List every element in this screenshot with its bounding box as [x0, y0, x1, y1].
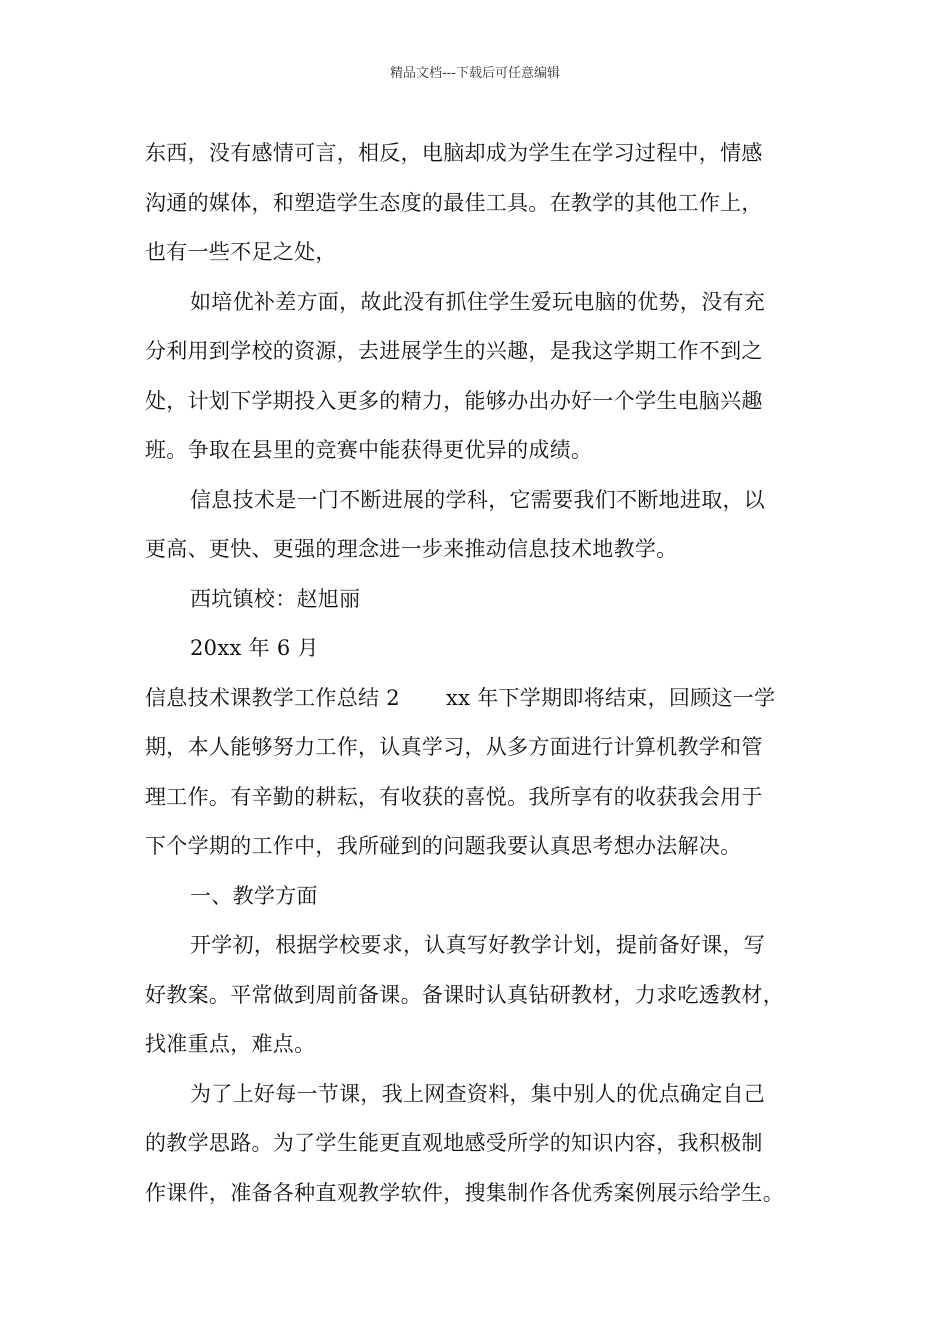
text-line: 也有一些不足之处，	[145, 240, 337, 264]
text-line: 作课件，准备各种直观教学软件，搜集制作各优秀案例展示给学生。	[145, 1180, 784, 1205]
signature-line: 西坑镇校：赵旭丽	[190, 586, 361, 611]
page-header: 精品文档---下载后可任意编辑	[389, 66, 561, 81]
text-line: 好教案。平常做到周前备课。备课时认真钻研教材，力求吃透教材，	[145, 982, 784, 1007]
document-body	[145, 129, 817, 1218]
text-line: 期，本人能够努力工作，认真学习，从多方面进行计算机教学和管	[145, 735, 763, 759]
text-line: 找准重点，难点。	[145, 1032, 316, 1056]
text-line: 如培优补差方面，故此没有抓住学生爱玩电脑的优势，没有充	[190, 289, 766, 314]
text-line: 班。争取在县里的竞赛中能获得更优异的成绩。	[145, 438, 593, 462]
text-line: 处，计划下学期投入更多的精力，能够办出办好一个学生电脑兴趣	[145, 388, 763, 413]
text-line: 开学初，根据学校要求，认真写好教学计划，提前备好课，写	[190, 933, 766, 957]
text-line: 理工作。有辛勤的耕耘，有收获的喜悦。我所享有的收获我会用于	[145, 784, 763, 809]
text-line: 东西，没有感情可言，相反，电脑却成为学生在学习过程中，情感	[145, 141, 763, 165]
text-line: 沟通的媒体，和塑造学生态度的最佳工具。在教学的其他工作上，	[145, 190, 763, 215]
text-line: 的教学思路。为了学生能更直观地感受所学的知识内容，我积极制	[145, 1131, 763, 1155]
section-title: 信息技术课教学工作总结 2	[145, 685, 400, 710]
text-line: 信息技术是一门不断进展的学科，它需要我们不断地进取，以	[190, 487, 766, 512]
text-line: 更高、更快、更强的理念进一步来推动信息技术地教学。	[145, 537, 678, 561]
text-line: xx 年下学期即将结束，回顾这一学	[445, 685, 776, 710]
text-line: 为了上好每一节课，我上网查资料，集中别人的优点确定自己	[190, 1081, 766, 1106]
text-line: 下个学期的工作中，我所碰到的问题我要认真思考想办法解决。	[145, 834, 742, 858]
subheading: 一、教学方面	[190, 883, 318, 908]
section-title-line	[145, 674, 817, 724]
text-line: 分利用到学校的资源，去进展学生的兴趣，是我这学期工作不到之	[145, 339, 763, 363]
date-line: 20xx 年 6 月	[190, 636, 319, 660]
